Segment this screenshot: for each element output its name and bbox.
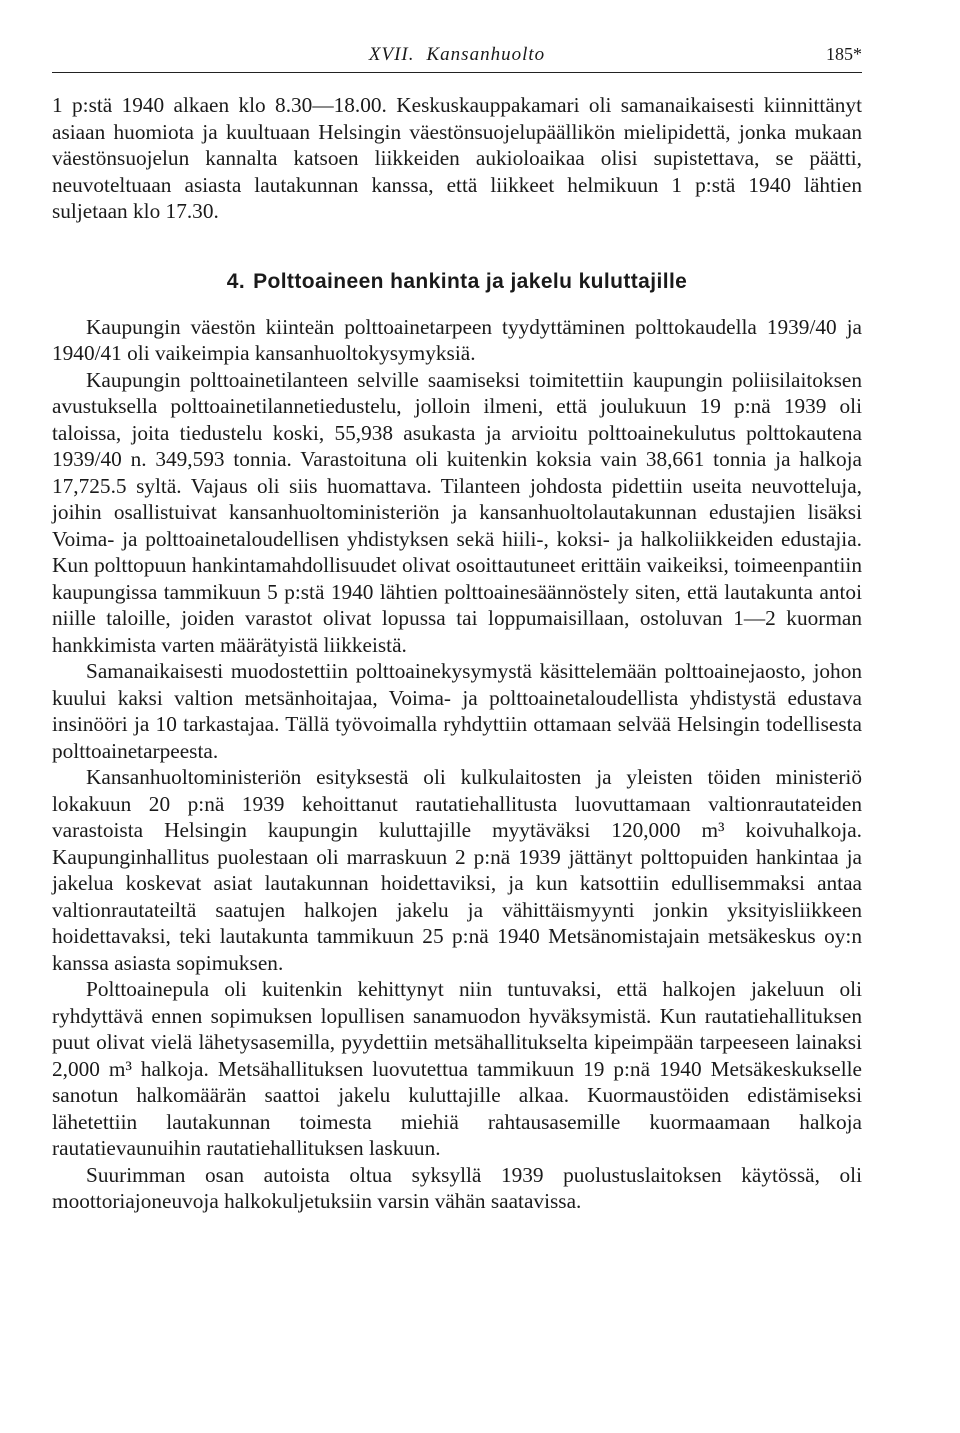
- section-title: Polttoaineen hankinta ja jakelu kuluttajille: [253, 269, 688, 293]
- running-head: [52, 44, 862, 68]
- page-number: 185*: [826, 44, 862, 64]
- section-number: 4.: [226, 269, 246, 293]
- running-title: [52, 44, 862, 66]
- paragraph: Kansanhuoltoministeriön esityksestä oli kulkulaitosten ja yleisten töiden ministeriö lokakuun 20 p:nä 1939 kehoittanut rautatiehallitusta luovuttamaan valtionrautateiden varastoista Helsingin kaupungin kuluttajille myytäväksi 120,000 m³ koivuhalkoja. Kaupunginhallitus puolestaan oli marraskuun 2 p:nä 1939 jättänyt polttopuiden hankintaa ja jakelua koskevat asiat lautakunnan hoidettaviksi, ja kun katsottiin edullisemmaksi antaa valtionrautateiltä saatujen halkojen jakelu ja vähittäismyynti jonkin yksityisliikkeen hoidettavaksi, teki lautakunta tammikuun 25 p:nä 1940 Metsänomistajain metsäkeskus oy:n kanssa asiasta sopimuksen.: [52, 765, 862, 975]
- paragraph: Samanaikaisesti muodostettiin polttoainekysymystä käsittelemään polttoainejaosto, johon kuului kaksi valtion metsänhoitajaa, Voima- ja polttoainetaloudellista yhdistystä edustava insinööri ja 10 tarkastajaa. Tällä työvoimalla ryhdyttiin ottamaan selvää Helsingin todellisesta polttoainetarpeesta.: [52, 659, 862, 763]
- chapter-number: XVII.: [368, 44, 415, 65]
- paragraph: Kaupungin polttoainetilanteen selville saamiseksi toimitettiin kaupungin poliisilaitoksen avustuksella polttoainetilannetiedustelu, jolloin ilmeni, että joulukuun 19 p:nä 1939 oli taloissa, joita tiedustelu koski, 55,938 asukasta ja arvioitu polttoainekulutus polttokautena 1939/40 n. 349,593 tonnia. Varastoituna oli kuitenkin koksia vain 38,661 tonnia ja halkoja 17,725.5 syltä. Vajaus oli siis huomattava. Tilanteen johdosta pidettiin useita neuvotteluja, joihin osallistuivat kansanhuoltoministeriön ja kansanhuoltolautakunnan edustajien lisäksi Voima- ja polttoainetaloudellisen yhdistyksen sekä hiili-, koksi- ja halkoliikkeiden edustajia. Kun polttopuun hankintamahdollisuudet olivat osoittautuneet erittäin vaikeiksi, toimeenpantiin kaupungissa tammikuun 5 p:stä 1940 lähtien polttoainesäännöstely siten, että lautakunta antoi niille taloille, joiden varastot olivat lopussa tai loppumaisillaan, ostoluvan 1—2 kuorman hankkimista varten määrätyistä liikkeistä.: [52, 367, 862, 657]
- body-text: [52, 92, 862, 1215]
- paragraph: Kaupungin väestön kiinteän polttoainetarpeen tyydyttäminen polttokaudella 1939/40 ja 1940/41 oli vaikeimpia kansanhuoltokysymyksiä.: [52, 314, 862, 365]
- paragraph: Suurimman osan autoista oltua syksyllä 1939 puolustuslaitoksen käytössä, oli moottoriajoneuvoja halkokuljetuksiin varsin vähän saatavissa.: [52, 1162, 862, 1213]
- paragraph: Polttoainepula oli kuitenkin kehittynyt niin tuntuvaksi, että halkojen jakeluun oli ryhdyttävä ennen sopimuksen lopullisen sanamuodon hyväksymistä. Kun rautatiehallituksen puut olivat vielä lähetysasemilla, pyydettiin metsähallitukselta kipeimpään tarpeeseen lainaksi 2,000 m³ halkoja. Metsähallituksen luovutettua tammikuun 19 p:nä 1940 Metsäkeskukselle sanotun halkomäärän saattoi jakelu kuluttajille alkaa. Kuormaustöiden edistämiseksi lähetettiin lautakunnan toimesta miehiä rahtausasemille kuormaamaan halkoja rautatievaunuihin rautatiehallituksen laskuun.: [52, 977, 862, 1160]
- chapter-title: Kansanhuolto: [426, 44, 546, 65]
- header-rule: [52, 72, 862, 73]
- paragraph: 1 p:stä 1940 alkaen klo 8.30—18.00. Keskuskauppakamari oli samanaikaisesti kiinnittänyt asiaan huomiota ja kuultuaan Helsingin väestönsuojelupäällikön mielipidettä, jonka mukaan väestönsuojelun kannalta katsoen liikkeiden aukioloaikaa olisi supistettava, se päätti, neuvoteltuaan asiasta lautakunnan kanssa, että liikkeet helmikuun 1 p:stä 1940 lähtien suljetaan klo 17.30.: [52, 93, 862, 223]
- section-heading: [52, 269, 862, 295]
